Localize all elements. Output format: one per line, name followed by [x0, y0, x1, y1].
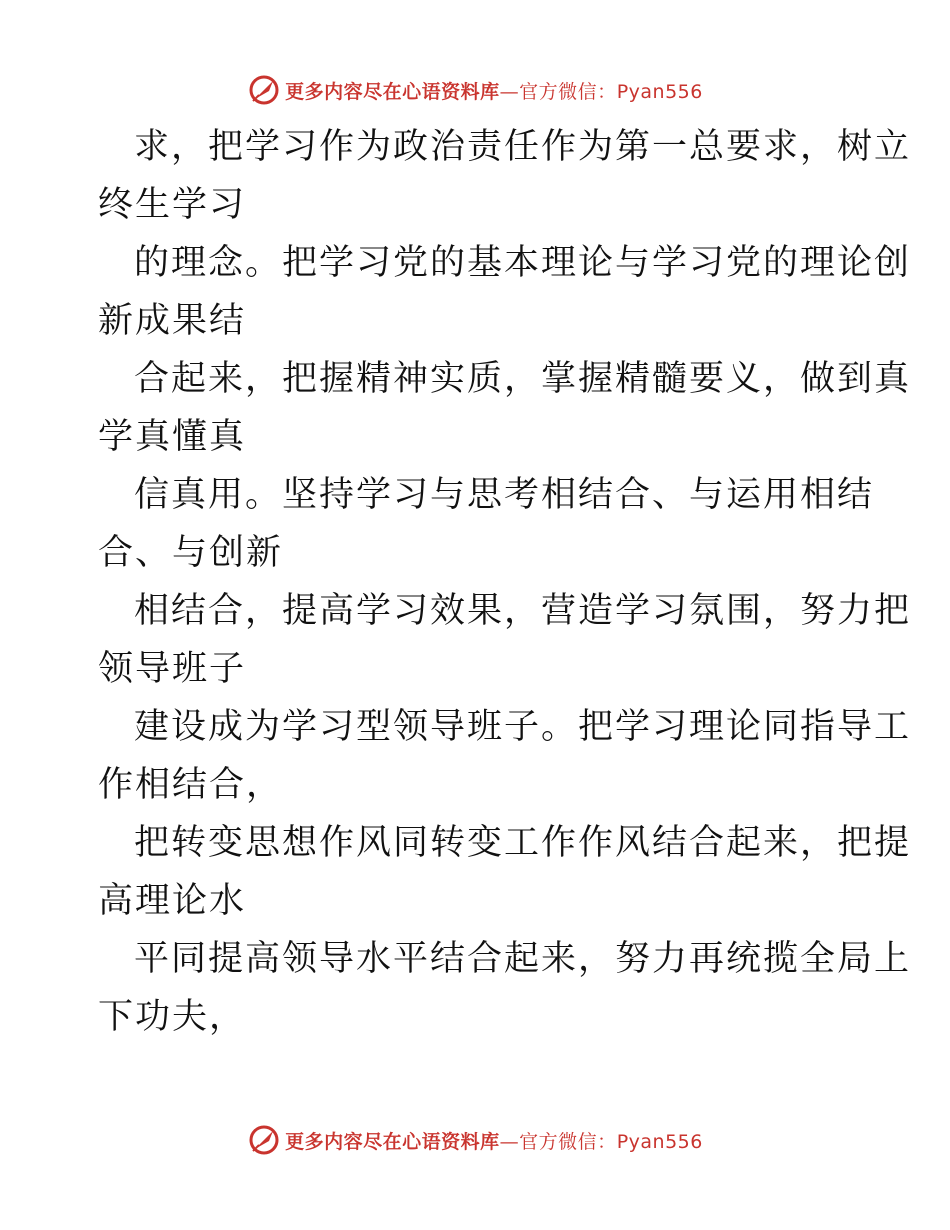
body-line: 领导班子	[98, 649, 247, 689]
feather-quill-logo-icon	[247, 1123, 281, 1157]
header-brand: 更多内容尽在心语资料库	[285, 80, 500, 103]
body-line: 的理念。把学习党的基本理论与学习党的理论创	[134, 243, 912, 283]
header-separator: —	[499, 80, 520, 103]
body-line: 求，把学习作为政治责任作为第一总要求，树立	[134, 127, 912, 167]
header-text	[285, 77, 703, 104]
body-line: 合、与创新	[98, 533, 284, 573]
body-line: 终生学习	[98, 185, 247, 225]
body-line: 下功夫，	[98, 997, 247, 1037]
document-body	[98, 118, 912, 1046]
footer-text	[285, 1127, 703, 1154]
body-line: 作相结合，	[98, 765, 284, 805]
body-line: 把转变思想作风同转变工作作风结合起来，把提	[134, 823, 912, 863]
body-line: 信真用。坚持学习与思考相结合、与运用相结	[134, 475, 875, 515]
header-label: 官方微信：	[519, 80, 617, 103]
footer-banner	[0, 1120, 950, 1160]
body-line: 平同提高领导水平结合起来，努力再统揽全局上	[134, 939, 912, 979]
header-banner	[0, 70, 950, 110]
footer-separator: —	[499, 1130, 520, 1153]
body-line: 学真懂真	[98, 417, 247, 457]
body-line: 新成果结	[98, 301, 247, 341]
footer-wechat-id: Pyan556	[616, 1130, 703, 1153]
body-line: 相结合，提高学习效果，营造学习氛围，努力把	[134, 591, 912, 631]
body-line: 建设成为学习型领导班子。把学习理论同指导工	[134, 707, 912, 747]
footer-label: 官方微信：	[519, 1130, 617, 1153]
header-wechat-id: Pyan556	[616, 80, 703, 103]
body-line: 合起来，把握精神实质，掌握精髓要义，做到真	[134, 359, 912, 399]
footer-brand: 更多内容尽在心语资料库	[285, 1130, 500, 1153]
body-line: 高理论水	[98, 881, 247, 921]
feather-quill-logo-icon	[247, 73, 281, 107]
